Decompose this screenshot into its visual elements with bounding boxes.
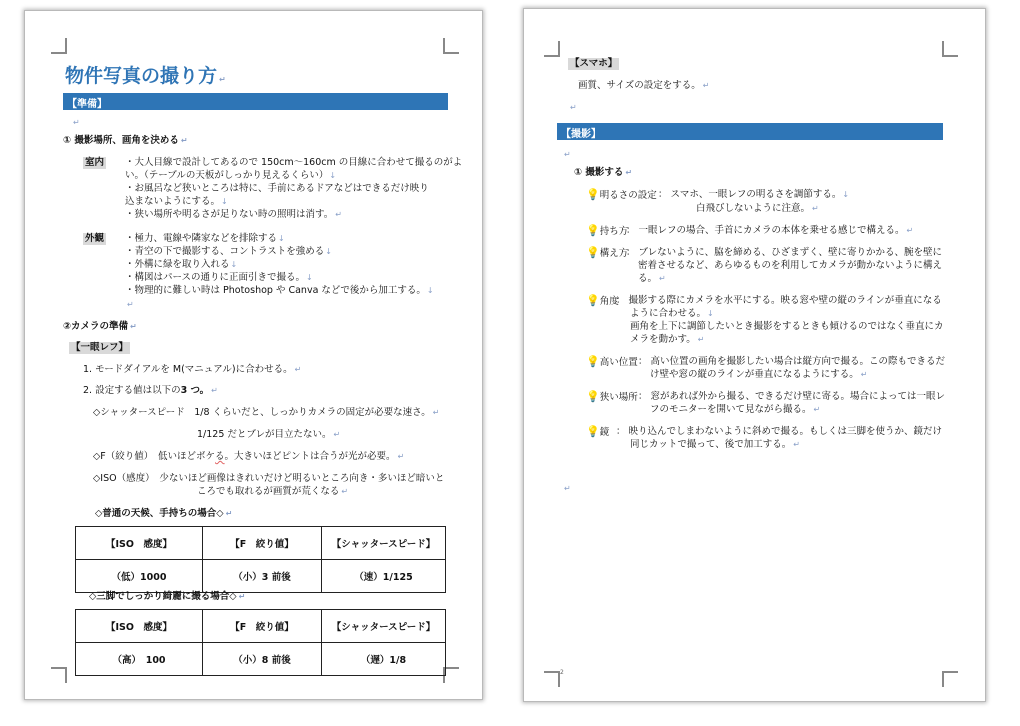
document-page-1 bbox=[24, 10, 483, 700]
crop-mark-top-left bbox=[544, 41, 560, 57]
list-item-2: 2. 設定する値は以下の3 つ。 ↵ bbox=[83, 385, 218, 396]
section-heading-shoot: ① 撮影する ↵ bbox=[574, 167, 633, 178]
tip-narrow-space: 💡狭い場所 bbox=[586, 390, 638, 403]
subheading-smartphone: 【スマホ】 bbox=[570, 58, 618, 69]
document-page-2 bbox=[523, 8, 986, 702]
table-cell: （遅）1/8 bbox=[322, 643, 446, 676]
table-cell: （低）1000 bbox=[76, 560, 203, 593]
lightbulb-icon: 💡 bbox=[586, 188, 600, 201]
table-row bbox=[76, 610, 446, 643]
lightbulb-icon: 💡 bbox=[586, 294, 600, 307]
tip-line: ： 高い位置の画角を撮影したい場合は縦方向で撮る。この際もできるだ bbox=[638, 356, 946, 367]
tip-line: 密着させるなど、あらゆるものを利用してカメラが動かないように構え bbox=[638, 260, 943, 271]
tip-angle: 💡角度 bbox=[586, 294, 619, 307]
tip-line: け壁や窓の縦のラインが垂直になるようにする。 ↵ bbox=[650, 369, 868, 380]
table-cell: （小）3 前後 bbox=[203, 560, 322, 593]
crop-mark-bottom-left bbox=[544, 671, 560, 687]
settings-table-tripod bbox=[75, 609, 446, 676]
outdoor-line-5: ・物理的に難しい時は Photoshop や Canva などで後から加工する。↓ bbox=[125, 285, 434, 296]
page-number: 2 bbox=[560, 669, 564, 676]
section-heading-camera-prep: ②カメラの準備 ↵ bbox=[63, 321, 137, 332]
settings-table-normal bbox=[75, 526, 446, 593]
table-header-cell: 【ISO 感度】 bbox=[76, 527, 203, 560]
tip-stance: 💡構え方 bbox=[586, 246, 629, 259]
lightbulb-icon: 💡 bbox=[586, 224, 600, 237]
indoor-line-4: 込まないようにする。↓ bbox=[125, 196, 228, 207]
outdoor-line-3: ・外構に緑を取り入れる↓ bbox=[125, 259, 238, 270]
table-row bbox=[76, 643, 446, 676]
lightbulb-icon: 💡 bbox=[586, 355, 600, 368]
paragraph-mark: ↵ bbox=[570, 103, 577, 112]
f-value-line: ◇F（絞り値） 低いほどボケる。大きいほどピントは合うが光が必要。 ↵ bbox=[93, 451, 405, 462]
tip-line: 同じカットで撮って、後で加工する。 ↵ bbox=[630, 439, 800, 450]
shutter-speed-line-1: ◇シャッタースピード 1/8 くらいだと、しっかりカメラの固定が必要な速さ。 ↵ bbox=[93, 407, 440, 418]
table-cell: （小）8 前後 bbox=[203, 643, 322, 676]
table-cell: （高） 100 bbox=[76, 643, 203, 676]
lightbulb-icon: 💡 bbox=[586, 246, 600, 259]
subheading-slr: 【一眼レフ】 bbox=[71, 342, 129, 353]
table-header-cell: 【F 絞り値】 bbox=[203, 527, 322, 560]
table-row bbox=[76, 527, 446, 560]
case-tripod-heading: ◇三脚でしっかり綺麗に撮る場合◇ ↵ bbox=[89, 591, 246, 602]
tip-high-position: 💡高い位置 bbox=[586, 355, 638, 368]
tip-mirror: 💡鏡 bbox=[586, 425, 610, 438]
tip-line: ： 一眼レフの場合、手首にカメラの本体を乗せる感じで構える。 ↵ bbox=[626, 225, 914, 236]
crop-mark-bottom-left bbox=[51, 667, 67, 683]
tip-line: ： 窓があれば外から撮る、できるだけ壁に寄る。場合によっては一眼レ bbox=[638, 391, 946, 402]
tip-brightness: 💡明るさの設定 bbox=[586, 188, 657, 201]
paragraph-mark: ↵ bbox=[127, 300, 134, 309]
table-header-cell: 【ISO 感度】 bbox=[76, 610, 203, 643]
indoor-line-5: ・狭い場所や明るさが足りない時の照明は消す。 ↵ bbox=[125, 209, 342, 220]
outdoor-line-4: ・構図はパースの通りに正面引きで撮る。↓ bbox=[125, 272, 313, 283]
tip-line: る。 ↵ bbox=[638, 273, 666, 284]
paragraph-mark: ↵ bbox=[73, 118, 80, 127]
tip-line: ： 映り込んでしまわないように斜めで撮る。もしくは三脚を使うか、鏡だけ bbox=[616, 426, 943, 437]
crop-mark-top-left bbox=[51, 38, 67, 54]
label-outdoor: 外観 bbox=[85, 233, 105, 244]
iso-line-2: ころでも取れるが画質が荒くなる ↵ bbox=[197, 486, 349, 497]
tip-line: ように合わせる。↓ bbox=[630, 308, 714, 319]
outdoor-line-1: ・極力、電線や隣家などを排除する↓ bbox=[125, 233, 285, 244]
crop-mark-bottom-right bbox=[942, 671, 958, 687]
paragraph-mark: ↵ bbox=[564, 484, 571, 493]
section-band-shooting: 【撮影】 bbox=[557, 123, 943, 140]
indoor-line-3: ・お風呂など狭いところは特に、手前にあるドアなどはできるだけ映り bbox=[125, 183, 429, 194]
iso-line-1: ◇ISO（感度） 少ないほど画像はきれいだけど明るいところ向き・多いほど暗いと bbox=[93, 473, 445, 484]
tip-line: ： スマホ、一眼レフの明るさを調節する。↓ bbox=[658, 189, 850, 200]
paragraph-mark: ↵ bbox=[564, 150, 571, 159]
crop-mark-top-right bbox=[942, 41, 958, 57]
indoor-line-1: ・大人目線で設計してあるので 150cm～160cm の目線に合わせて撮るのがよ bbox=[125, 157, 463, 168]
table-header-cell: 【シャッタースピード】 bbox=[322, 527, 446, 560]
table-header-cell: 【F 絞り値】 bbox=[203, 610, 322, 643]
section-band-prep: 【準備】 bbox=[63, 93, 448, 110]
tip-line: 白飛びしないように注意。 ↵ bbox=[696, 203, 819, 214]
tip-line: ： 撮影する際にカメラを水平にする。映る窓や壁の縦のラインが垂直になる bbox=[616, 295, 942, 306]
lightbulb-icon: 💡 bbox=[586, 425, 600, 438]
label-indoor: 室内 bbox=[85, 157, 105, 168]
smartphone-text: 画質、サイズの設定をする。 ↵ bbox=[578, 80, 710, 91]
lightbulb-icon: 💡 bbox=[586, 390, 600, 403]
section-heading-shooting-location: ① 撮影場所、画角を決める ↵ bbox=[63, 135, 188, 146]
table-header-cell: 【シャッタースピード】 bbox=[322, 610, 446, 643]
crop-mark-top-right bbox=[443, 38, 459, 54]
tip-line: メラを動かす。 ↵ bbox=[630, 334, 705, 345]
tip-line: フのモニターを開いて見ながら撮る。 ↵ bbox=[650, 404, 821, 415]
page-title: 物件写真の撮り方 ↵ bbox=[65, 65, 226, 87]
outdoor-line-2: ・青空の下で撮影する、コントラストを強める↓ bbox=[125, 246, 332, 257]
list-item-1: 1. モードダイアルを M(マニュアル)に合わせる。 ↵ bbox=[83, 364, 302, 375]
case-normal-heading: ◇普通の天候、手持ちの場合◇ ↵ bbox=[95, 508, 233, 519]
table-row bbox=[76, 560, 446, 593]
tip-line: 画角を上下に調節したいとき撮影をするときも傾けるのではなく垂直にカ bbox=[630, 321, 944, 332]
tip-holding: 💡持ち方 bbox=[586, 224, 629, 237]
table-cell: （速）1/125 bbox=[322, 560, 446, 593]
shutter-speed-line-2: 1/125 だとブレが目立たない。 ↵ bbox=[197, 429, 341, 440]
tip-line: ： ブレないように、脇を締める、ひざまずく、壁に寄りかかる、腕を壁に bbox=[626, 247, 942, 258]
indoor-line-2: い。（テーブルの天板がしっかり見えるくらい）↓ bbox=[125, 170, 337, 181]
